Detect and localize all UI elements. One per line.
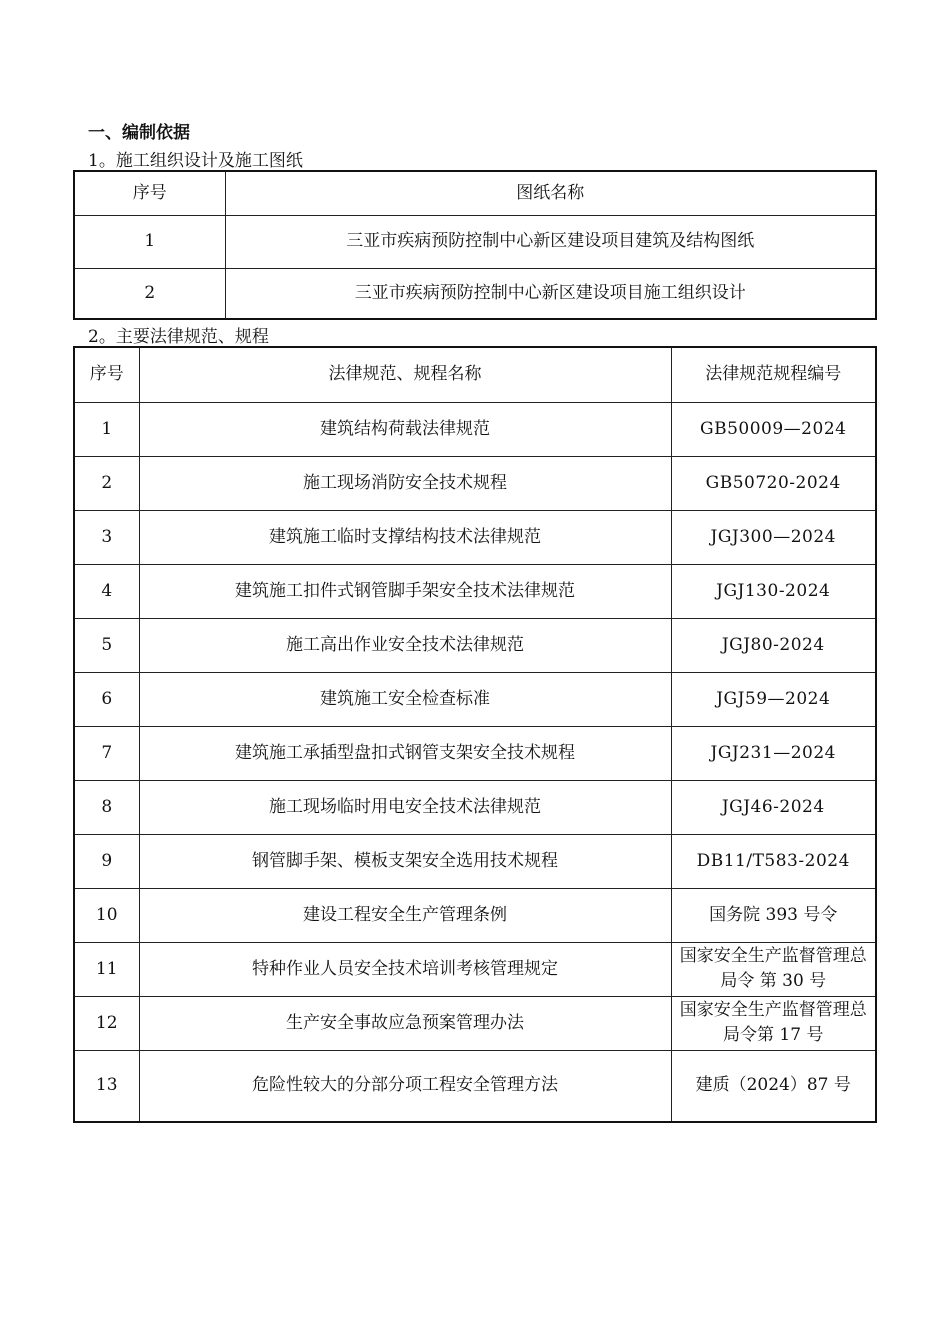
- row-index: 1: [74, 215, 225, 268]
- row-regulation-code: 建质（2024）87 号: [671, 1050, 876, 1122]
- row-index: 9: [74, 834, 139, 888]
- part2-title: 2。主要法律规范、规程: [88, 327, 269, 347]
- col-header-regulation-name: 法律规范、规程名称: [139, 347, 671, 402]
- row-index: 10: [74, 888, 139, 942]
- table-row: [74, 942, 876, 996]
- row-regulation-code: JGJ59—2024: [671, 672, 876, 726]
- row-regulation-code: JGJ231—2024: [671, 726, 876, 780]
- row-regulation-code: GB50720-2024: [671, 456, 876, 510]
- table-row: [74, 402, 876, 456]
- row-regulation-name: 建筑施工扣件式钢管脚手架安全技术法律规范: [139, 564, 671, 618]
- row-regulation-name: 建设工程安全生产管理条例: [139, 888, 671, 942]
- drawings-table: [73, 170, 877, 320]
- row-index: 3: [74, 510, 139, 564]
- table-row: [74, 268, 876, 319]
- row-regulation-code: 国家安全生产监督管理总局令 第 30 号: [671, 942, 876, 996]
- row-index: 2: [74, 456, 139, 510]
- row-regulation-code: 国家安全生产监督管理总局令第 17 号: [671, 996, 876, 1050]
- col-header-index: 序号: [74, 171, 225, 215]
- row-regulation-name: 生产安全事故应急预案管理办法: [139, 996, 671, 1050]
- row-drawing-name: 三亚市疾病预防控制中心新区建设项目施工组织设计: [225, 268, 876, 319]
- table-row: [74, 456, 876, 510]
- row-regulation-code: DB11/T583-2024: [671, 834, 876, 888]
- table-header-row: [74, 347, 876, 402]
- row-regulation-name: 钢管脚手架、模板支架安全选用技术规程: [139, 834, 671, 888]
- row-regulation-name: 建筑施工临时支撑结构技术法律规范: [139, 510, 671, 564]
- row-regulation-code: JGJ300—2024: [671, 510, 876, 564]
- table-header-row: [74, 171, 876, 215]
- row-regulation-name: 建筑结构荷载法律规范: [139, 402, 671, 456]
- row-index: 2: [74, 268, 225, 319]
- table-row: [74, 888, 876, 942]
- table-row: [74, 726, 876, 780]
- col-header-drawing-name: 图纸名称: [225, 171, 876, 215]
- row-regulation-name: 施工高出作业安全技术法律规范: [139, 618, 671, 672]
- table-row: [74, 215, 876, 268]
- row-index: 7: [74, 726, 139, 780]
- row-regulation-name: 特种作业人员安全技术培训考核管理规定: [139, 942, 671, 996]
- col-header-index: 序号: [74, 347, 139, 402]
- table-row: [74, 618, 876, 672]
- row-regulation-name: 施工现场临时用电安全技术法律规范: [139, 780, 671, 834]
- row-regulation-name: 建筑施工承插型盘扣式钢管支架安全技术规程: [139, 726, 671, 780]
- row-regulation-code: JGJ130-2024: [671, 564, 876, 618]
- row-index: 1: [74, 402, 139, 456]
- table-row: [74, 510, 876, 564]
- row-regulation-name: 施工现场消防安全技术规程: [139, 456, 671, 510]
- row-index: 11: [74, 942, 139, 996]
- row-regulation-code: GB50009—2024: [671, 402, 876, 456]
- row-index: 6: [74, 672, 139, 726]
- row-regulation-code: JGJ80-2024: [671, 618, 876, 672]
- table-row: [74, 1050, 876, 1122]
- table-row: [74, 834, 876, 888]
- row-drawing-name: 三亚市疾病预防控制中心新区建设项目建筑及结构图纸: [225, 215, 876, 268]
- table-row: [74, 780, 876, 834]
- col-header-regulation-code: 法律规范规程编号: [671, 347, 876, 402]
- row-regulation-name: 建筑施工安全检查标准: [139, 672, 671, 726]
- row-regulation-name: 危险性较大的分部分项工程安全管理方法: [139, 1050, 671, 1122]
- row-regulation-code: 国务院 393 号令: [671, 888, 876, 942]
- row-regulation-code: JGJ46-2024: [671, 780, 876, 834]
- section-title: 一、编制依据: [88, 123, 190, 143]
- row-index: 4: [74, 564, 139, 618]
- row-index: 8: [74, 780, 139, 834]
- row-index: 12: [74, 996, 139, 1050]
- row-index: 13: [74, 1050, 139, 1122]
- table-row: [74, 564, 876, 618]
- table-row: [74, 996, 876, 1050]
- part1-title: 1。施工组织设计及施工图纸: [88, 151, 303, 171]
- regulations-table: [73, 346, 877, 1123]
- table-row: [74, 672, 876, 726]
- row-index: 5: [74, 618, 139, 672]
